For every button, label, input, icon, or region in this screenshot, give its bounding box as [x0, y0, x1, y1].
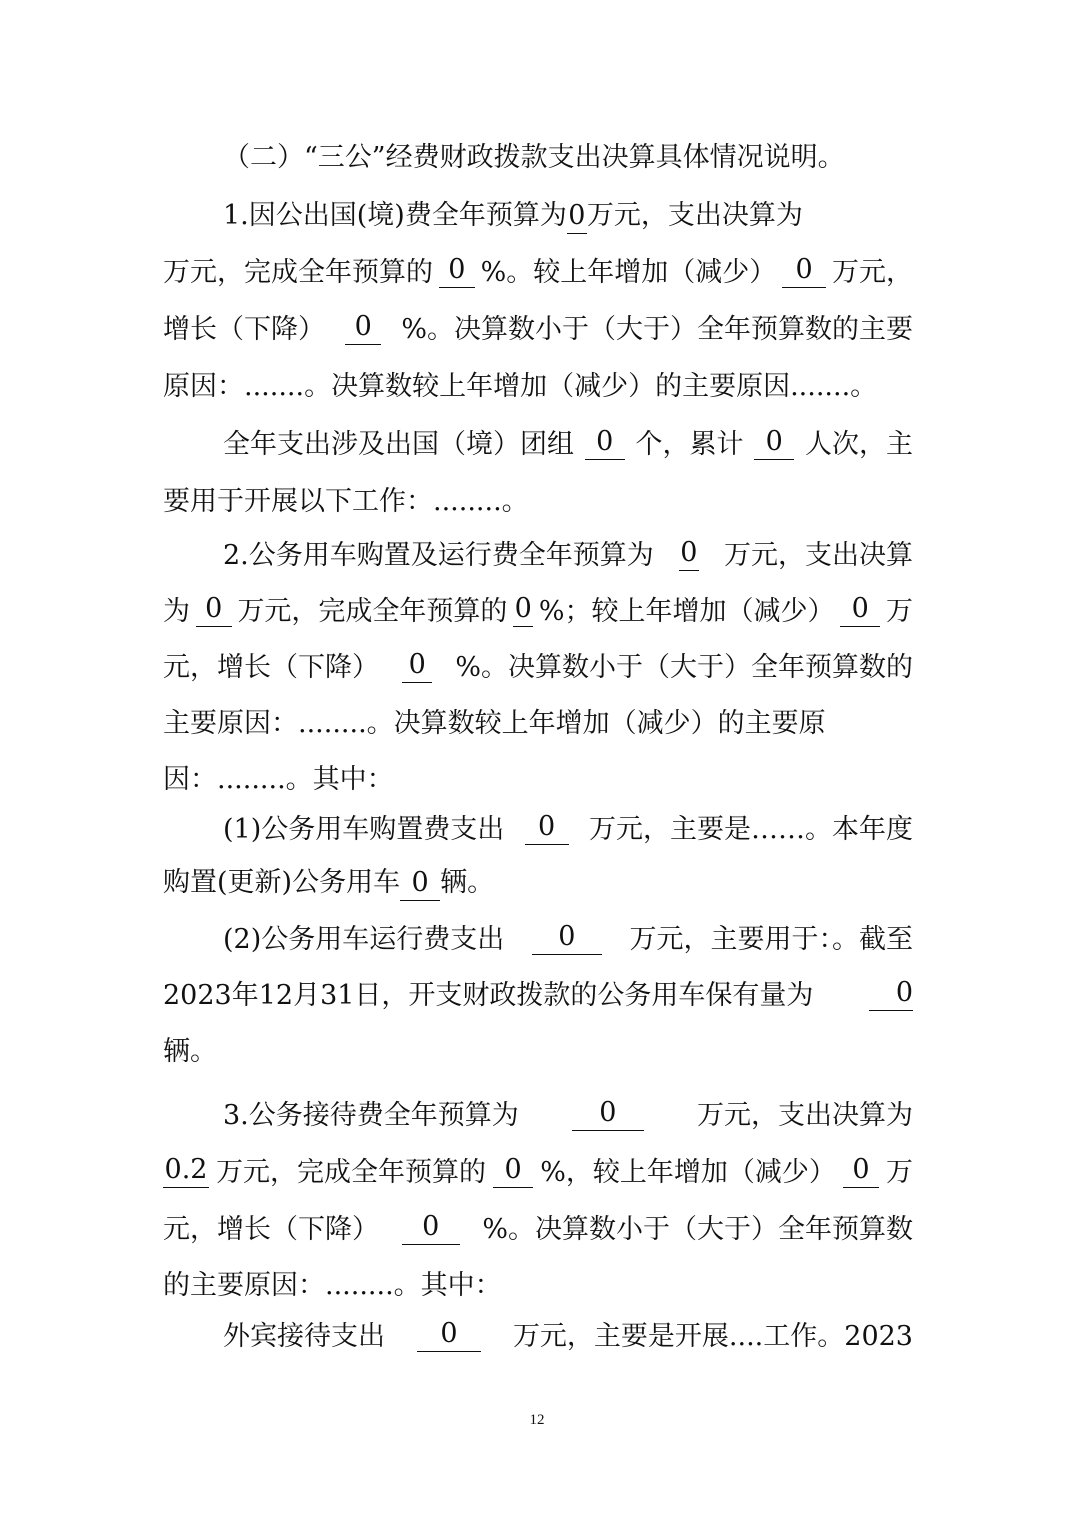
- p2-sub1-line-1: (1)公务用车购置费支出 0 万元，主要是……。本年度: [223, 811, 913, 845]
- page-number: 12: [529, 1412, 545, 1428]
- p2-sub2-line-1: (2)公务用车运行费支出 0 万元，主要用于：。截至: [223, 921, 913, 955]
- p1-line-2: 万元，完成全年预算的 0 %。较上年增加（减少） 0 万元，: [163, 254, 913, 288]
- p3-foreign-value: 0: [417, 1317, 481, 1352]
- p2-operation-value: 0: [532, 920, 602, 955]
- p3-line-2: 0.2 万元，完成全年预算的 0 %，较上年增加（减少） 0 万: [164, 1154, 913, 1188]
- p2-rate-value: 0: [513, 592, 533, 627]
- p2-purchase-value: 0: [525, 810, 569, 845]
- p3-line-3: 元，增长（下降） 0 %。决算数小于（大于）全年预算数: [163, 1211, 913, 1245]
- p2-purchase-cars-value: 0: [400, 866, 440, 901]
- p3-line-1: 3.公务接待费全年预算为 0 万元，支出决算为: [223, 1097, 913, 1131]
- p1-line-5: 全年支出涉及出国（境）团组 0 个，累计 0 人次，主: [223, 426, 913, 460]
- p1-groups-value: 0: [585, 425, 625, 460]
- p1-line-1: 1.因公出国(境)费全年预算为0万元，支出决算为: [223, 196, 913, 236]
- p1-line-6: 要用于开展以下工作：........。: [163, 486, 529, 517]
- p2-growth-value: 0: [402, 648, 432, 683]
- p2-sub2-line-3: 辆。: [163, 1036, 217, 1067]
- p2-line-2: 为 0 万元，完成全年预算的 0 %；较上年增加（减少） 0 万: [163, 593, 913, 627]
- p1-people-value: 0: [754, 425, 794, 460]
- p3-growth-value: 0: [402, 1210, 460, 1245]
- p1-line-3: 增长（下降） 0 %。决算数小于（大于）全年预算数的主要: [163, 311, 913, 345]
- p3-rate-value: 0: [493, 1153, 533, 1188]
- p2-actual-value: 0: [196, 592, 232, 627]
- p1-growth-value: 0: [345, 310, 381, 345]
- p2-fleet-value: 0: [869, 976, 913, 1011]
- p1-line-4: 原因：.......。决算数较上年增加（减少）的主要原因.......。: [163, 371, 878, 402]
- p2-change-value: 0: [840, 592, 880, 627]
- p3-line-5: 外宾接待支出 0 万元，主要是开展....工作。2023: [223, 1318, 913, 1352]
- p3-actual-value: 0.2: [163, 1153, 209, 1188]
- p2-line-5: 因：........。其中：: [163, 764, 394, 795]
- p3-line-4: 的主要原因：........。其中：: [163, 1270, 502, 1301]
- p2-line-3: 元，增长（下降） 0 %。决算数小于（大于）全年预算数的: [163, 649, 913, 683]
- p1-budget-value: 0: [567, 199, 587, 234]
- p3-budget-value: 0: [572, 1096, 644, 1131]
- section-heading: （二）“三公”经费财政拨款支出决算具体情况说明。: [223, 142, 845, 173]
- p3-change-value: 0: [843, 1153, 879, 1188]
- p1-change-value: 0: [782, 253, 826, 288]
- p2-budget-value: 0: [679, 536, 699, 571]
- p2-line-4: 主要原因：........。决算数较上年增加（减少）的主要原: [163, 708, 826, 739]
- p2-sub2-line-2: 2023年12月31日，开支财政拨款的公务用车保有量为 0: [163, 977, 913, 1011]
- p2-sub1-line-2: 购置(更新)公务用车 0 辆。: [163, 863, 913, 903]
- p2-line-1: 2.公务用车购置及运行费全年预算为 0 万元，支出决算: [223, 537, 913, 571]
- p1-rate-value: 0: [439, 253, 475, 288]
